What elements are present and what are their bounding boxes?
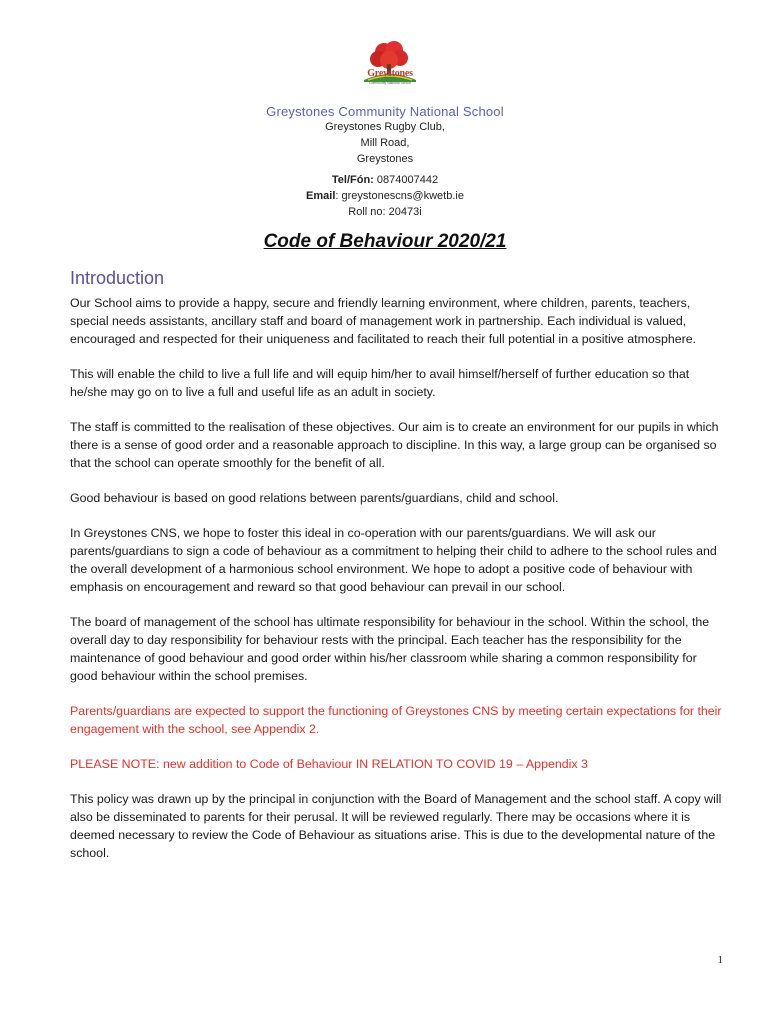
paragraph: The staff is committed to the realisation of these objectives. Our aim is to create an environment for our pupils in which there is a sense of good order and a reasonable approach to discipline. In this way, a large group can be organised so that the school can operate smoothly for the benefit of all. — [70, 420, 719, 470]
body-text — [70, 294, 722, 879]
paragraph: Good behaviour is based on good relations between parents/guardians, child and school. — [70, 491, 559, 505]
address-line-2: Mill Road, — [360, 137, 410, 149]
logo-subtext: Community National School — [369, 81, 411, 85]
email-label: Email — [306, 190, 336, 202]
school-logo — [358, 40, 422, 96]
covid-notice: PLEASE NOTE: new addition to Code of Behaviour IN RELATION TO COVID 19 – Appendix 3 — [70, 757, 588, 771]
telephone-line — [0, 172, 770, 188]
telephone-label: Tel/Fón: — [331, 174, 374, 186]
school-name: Greystones Community National School — [266, 104, 504, 119]
paragraph: In Greystones CNS, we hope to foster this ideal in co-operation with our parents/guardians. We will ask our parents/guardians to sign a code of behaviour as a commitment to helping their child to adhere to the school rules and the overall development of a harmonious school environment. We hope to adopt a positive code of behaviour with emphasis on encouragement and reward so that good behaviour can prevail in our school. — [70, 526, 717, 594]
section-heading-introduction: Introduction — [70, 268, 165, 288]
telephone-value: 0874007442 — [373, 174, 439, 186]
paragraph: This will enable the child to live a full life and will equip him/her to avail himself/herself of further education so that he/she may go on to live a full and useful life as an adult in society. — [70, 367, 690, 399]
address-line-1: Greystones Rugby Club, — [325, 121, 445, 133]
page-number: 1 — [717, 954, 723, 966]
letterhead — [0, 104, 770, 220]
paragraph: This policy was drawn up by the principal in conjunction with the Board of Management and the school staff. A copy will also be disseminated to parents for their perusal. It will be reviewed regularly. There may be occasions where it is deemed necessary to review the Code of Behaviour as situations arise. This is due to the developmental nature of the school. — [70, 792, 722, 860]
email-value: : greystonescns@kwetb.ie — [335, 190, 464, 202]
paragraph: The board of management of the school has ultimate responsibility for behaviour in the school. Within the school, the overall day to day responsibility for behaviour rests with the principal. Each teacher has the responsibility for the maintenance of good behaviour and good order within his/her classroom while sharing a common responsibility for good behaviour within the school premises. — [70, 615, 710, 683]
address-line-3: Greystones — [356, 153, 414, 165]
email-line — [0, 188, 770, 204]
logo-wordmark: Greystones — [367, 68, 413, 79]
paragraph: Our School aims to provide a happy, secure and friendly learning environment, where children, parents, teachers, special needs assistants, ancillary staff and board of management work in partnership. Each individual is valued, encouraged and respected for their uniqueness and facilitated to reach their full potential in a positive atmosphere. — [70, 296, 697, 346]
parents-expectations-note: Parents/guardians are expected to support the functioning of Greystones CNS by meeting certain expectations for their engagement with the school, see Appendix 2. — [70, 704, 722, 736]
document-title: Code of Behaviour 2020/21 — [263, 231, 507, 252]
roll-number: Roll no: 20473i — [348, 206, 422, 218]
